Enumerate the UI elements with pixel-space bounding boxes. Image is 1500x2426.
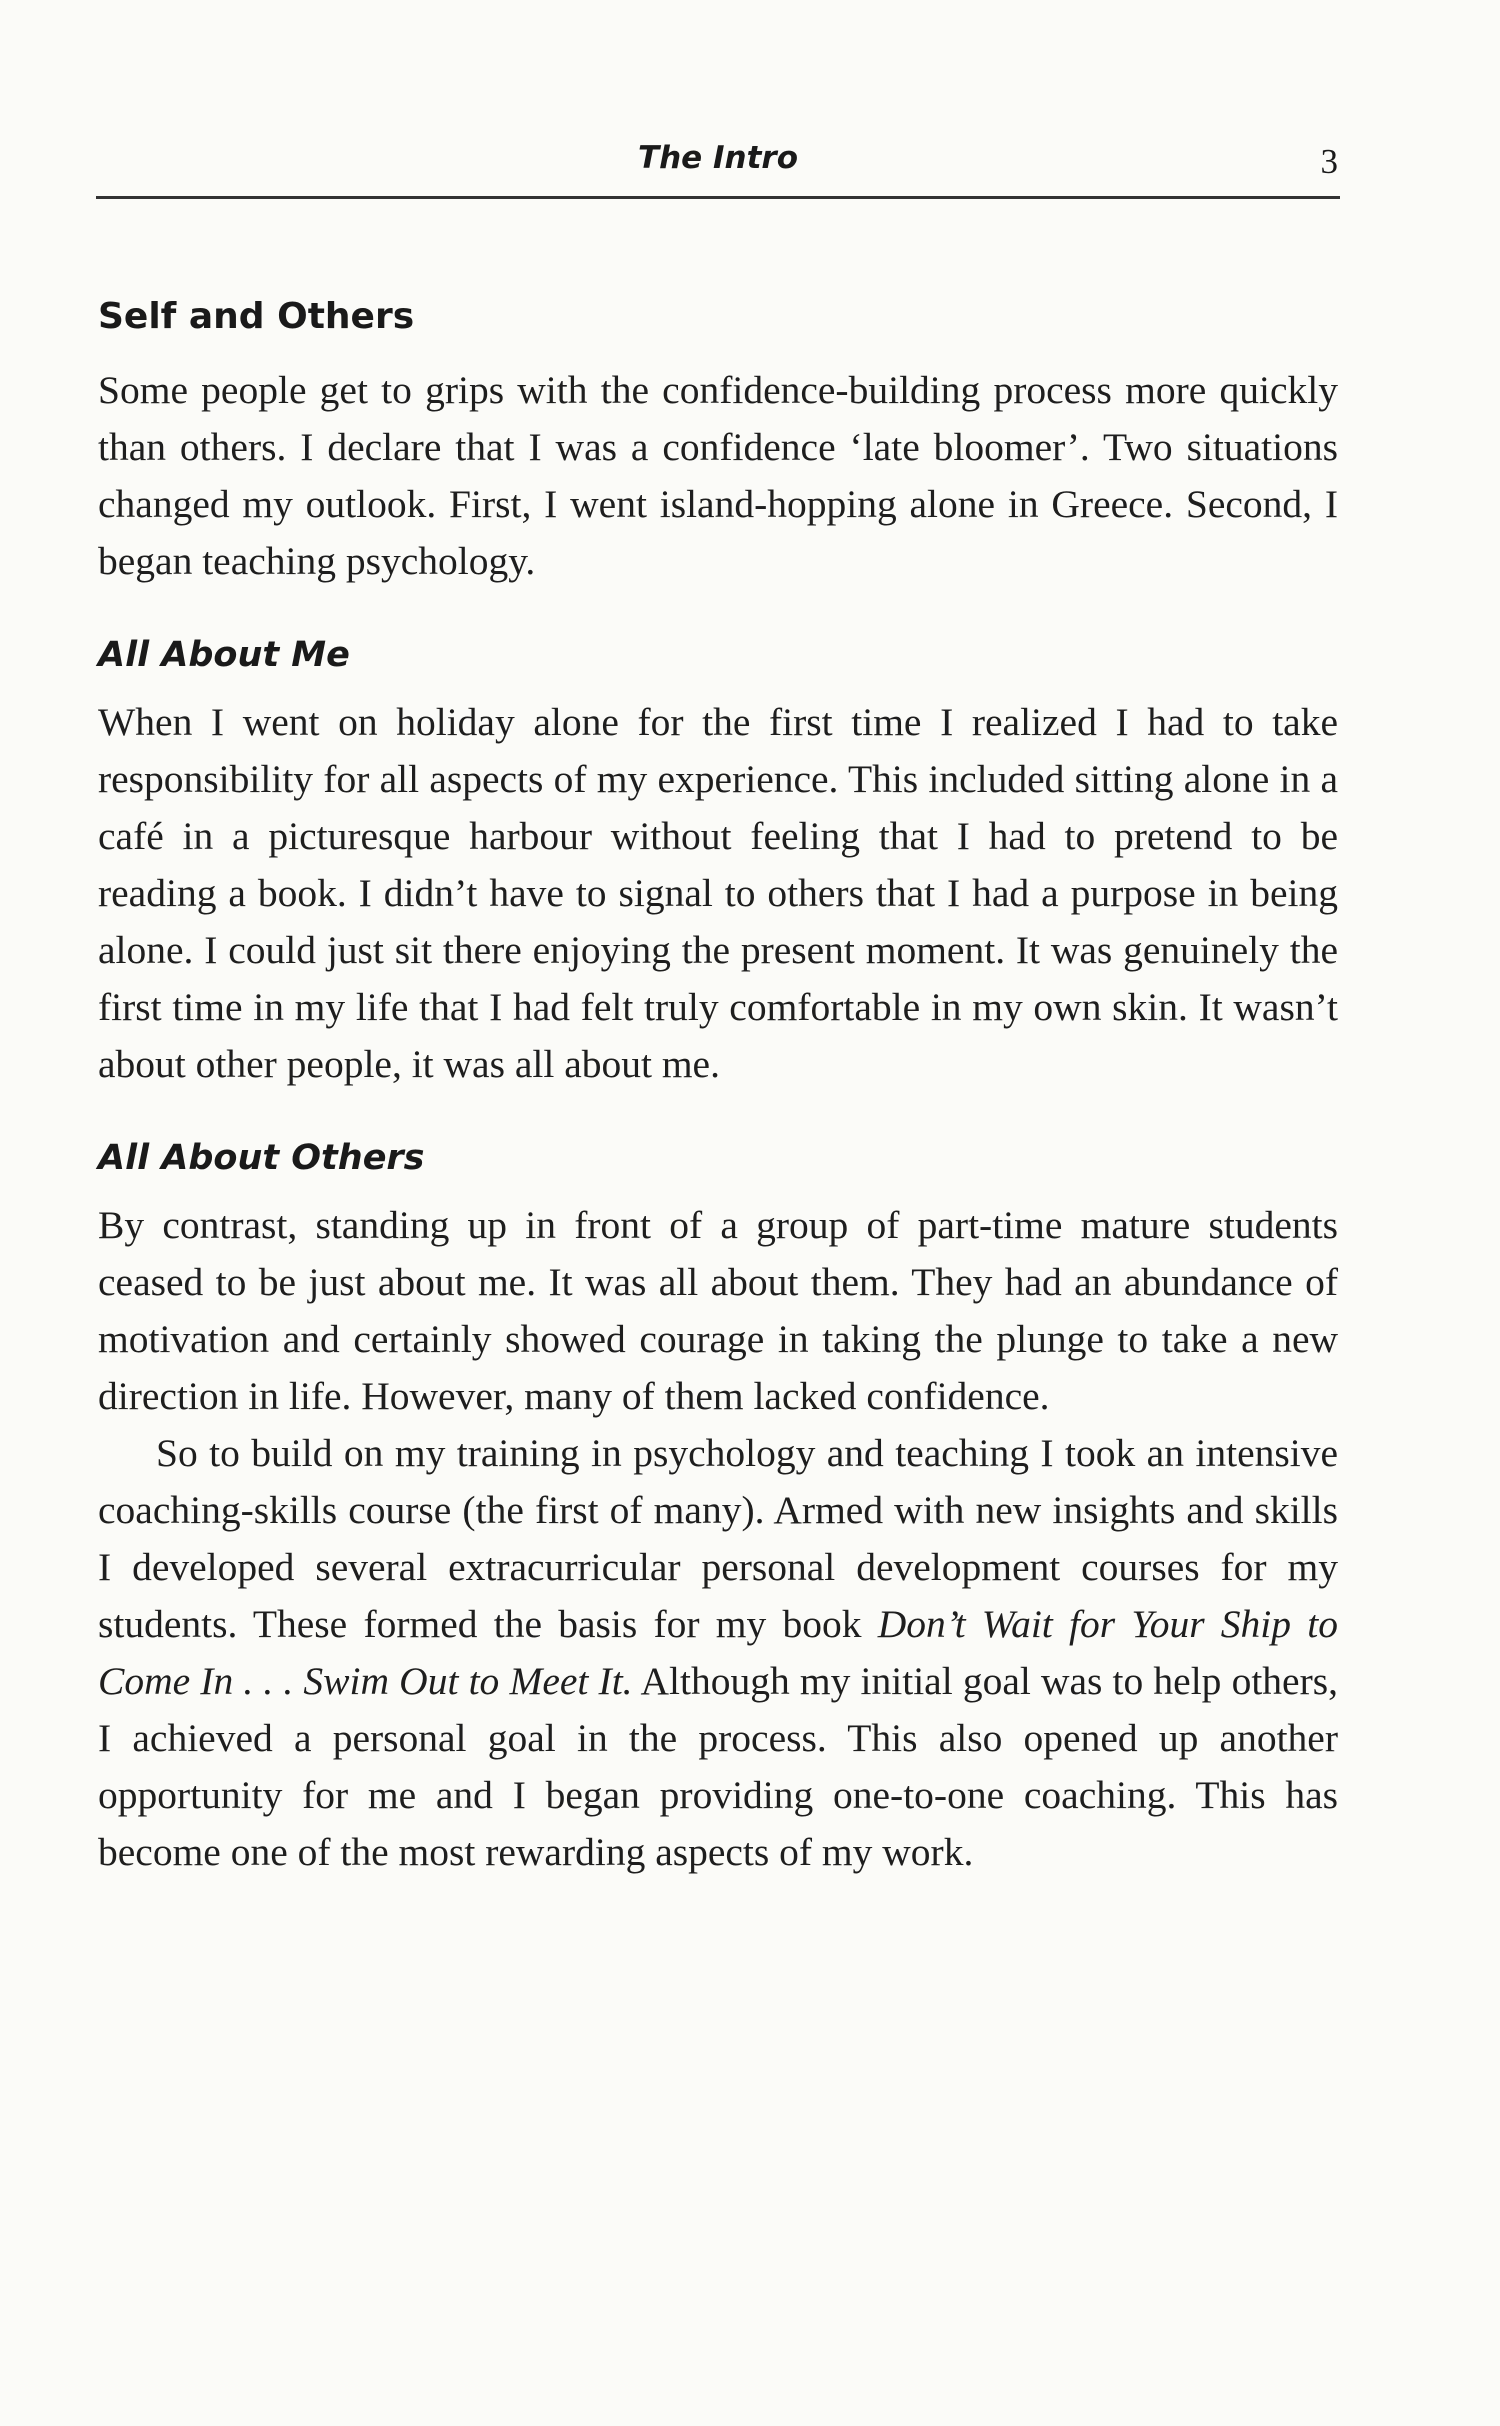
spacer: [98, 1093, 1338, 1137]
running-head: [98, 140, 1338, 190]
paragraph-self-and-others: Some people get to grips with the confidence-building process more quickly than others. I declare that I was a confidence ‘late bloomer’. Two situations changed my outlook. First, I went island-hopping alone in Greece. Second, I began teaching psychology.: [98, 368, 1338, 584]
subsection-heading-all-about-me: All About Me: [98, 635, 350, 676]
page-number: 3: [1320, 142, 1338, 181]
paragraph-all-about-me: When I went on holiday alone for the first time I realized I had to take responsibility for all aspects of my experience. This included sitting alone in a café in a picturesque harbour without feeling that I had to pretend to be reading a book. I didn’t have to signal to others that I had a purpose in being alone. I could just sit there enjoying the present moment. It was genuinely the first time in my life that I had felt truly comfortable in my own skin. It wasn’t about other people, it was all about me.: [98, 700, 1338, 1087]
paragraph-all-about-others-2: [98, 1425, 1338, 1881]
book-title: Don’t Wait for Your Ship to Come In . . . Swim Out to Meet It.: [98, 1602, 1338, 1704]
subsection-heading-all-about-others: All About Others: [98, 1138, 425, 1179]
spacer: [98, 590, 1338, 634]
paragraph-all-about-others-1: By contrast, standing up in front of a group of part-time mature students ceased to be just about me. It was all about them. They had an abundance of motivation and certainly showed courage in taking the plunge to take a new direction in life. However, many of them lacked confidence.: [98, 1203, 1338, 1419]
paragraph-text-start: So to build on my training in psychology and teaching I took an intensive coaching-skills course (the first of many). Armed with new insights and skills I developed several extracurricular personal development courses for my students. These formed the basis for my book: [98, 1431, 1338, 1647]
running-title: The Intro: [637, 140, 799, 176]
page-content: [98, 295, 1338, 1881]
header-rule: [96, 196, 1340, 199]
paragraph-text-end: Although my initial goal was to help others, I achieved a personal goal in the process. This also opened up another opportunity for me and I began providing one-to-one coaching. This has become one of the most rewarding aspects of my work.: [98, 1659, 1338, 1875]
section-heading-self-and-others: Self and Others: [98, 296, 415, 337]
